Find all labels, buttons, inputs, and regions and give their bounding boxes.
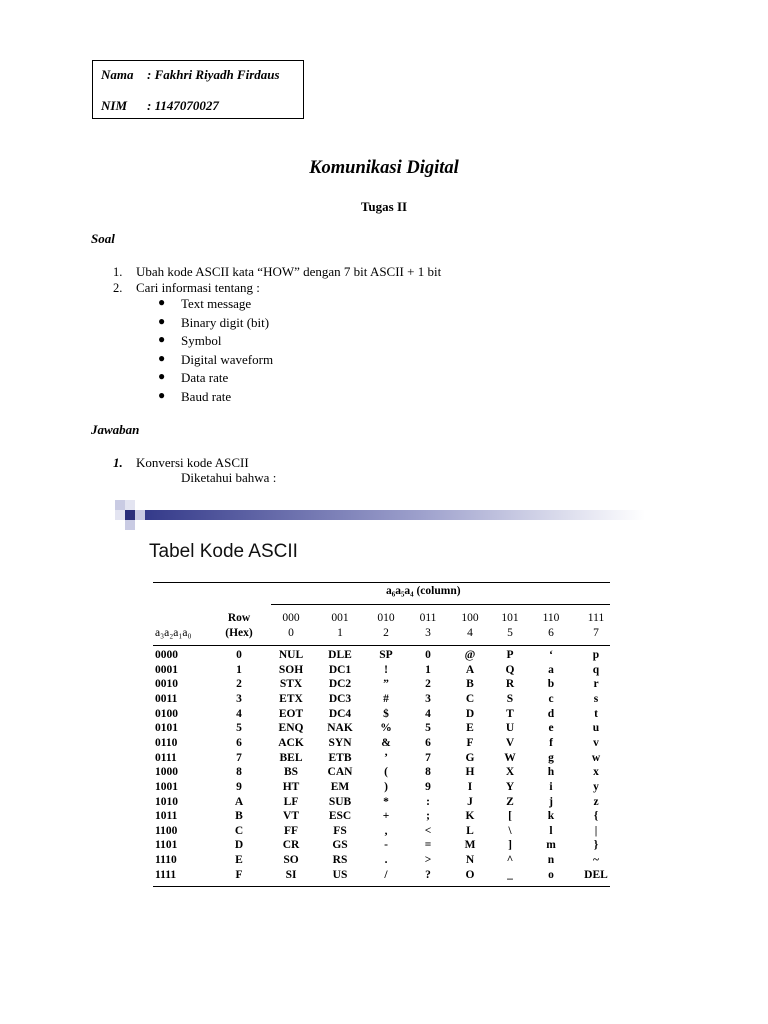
column-group-rule (271, 604, 610, 605)
document-title: Komunikasi Digital (309, 158, 459, 178)
ascii-cell: SUB (328, 795, 352, 808)
ascii-cell: F (466, 736, 474, 749)
ascii-cell: s (593, 692, 599, 705)
soal-heading: Soal (91, 231, 115, 246)
ascii-cell: l (549, 824, 553, 837)
soal-item-2 (113, 280, 122, 296)
ascii-cell: g (548, 751, 554, 764)
ascii-cell: w (591, 751, 601, 764)
column-header-bits: 011 (419, 612, 437, 624)
ascii-cell: _ (507, 868, 513, 881)
ascii-cell: ? (425, 868, 431, 881)
row-bits: 0101 (155, 722, 178, 735)
ascii-cell: X (505, 766, 515, 779)
student-info-box (92, 60, 304, 119)
row-hex: 9 (236, 780, 242, 793)
bullet-dot: ● (158, 350, 166, 365)
ascii-cell: D (465, 707, 475, 720)
ascii-cell: U (505, 722, 515, 735)
column-header-hex: 2 (383, 627, 389, 639)
ascii-cell: 4 (425, 707, 431, 720)
ascii-cell: V (505, 736, 515, 749)
nim-label: NIM (101, 98, 128, 113)
ascii-cell: O (465, 868, 475, 881)
ascii-table (153, 582, 610, 888)
ascii-cell: ; (426, 810, 430, 823)
ascii-cell: ENQ (278, 722, 304, 735)
ascii-cell: 7 (425, 751, 431, 764)
ascii-cell: DLE (328, 649, 352, 661)
column-header-hex: 6 (548, 627, 554, 639)
row-hex: E (235, 854, 243, 867)
ascii-cell: z (593, 795, 599, 808)
ascii-cell: . (384, 854, 388, 867)
ascii-cell: % (380, 722, 392, 735)
column-header-bits: 001 (331, 612, 349, 624)
row-hex: 0 (236, 649, 242, 661)
ascii-cell: / (384, 868, 388, 881)
ascii-cell: e (548, 722, 554, 735)
name-value: : Fakhri Riyadh Firdaus (147, 67, 280, 82)
ascii-cell: B (466, 678, 474, 691)
soal-bullet-item: Baud rate (181, 389, 232, 404)
row-hex: A (234, 795, 244, 808)
ascii-cell: ( (384, 766, 388, 779)
ascii-cell: q (592, 663, 600, 676)
column-header-hex: 1 (337, 627, 343, 639)
ascii-cell: SOH (278, 663, 304, 676)
ascii-cell: : (426, 795, 430, 808)
column-header-hex: 7 (593, 627, 599, 639)
row-hex: C (234, 824, 244, 837)
row-bits: 0111 (155, 751, 177, 764)
ascii-cell: 5 (425, 722, 431, 735)
bullet-dot: ● (158, 388, 166, 402)
ascii-cell: M (464, 839, 476, 852)
ascii-cell: + (382, 810, 390, 823)
ascii-cell: Y (505, 780, 515, 793)
ascii-cell: a (548, 663, 554, 676)
ascii-cell: { (593, 810, 599, 823)
bullet-dot: ● (158, 332, 166, 347)
ascii-cell: $ (383, 707, 389, 720)
row-hex: 6 (236, 736, 242, 749)
ascii-cell: ‘ (549, 649, 553, 661)
ascii-cell: N (465, 854, 475, 867)
ascii-cell: BEL (279, 751, 303, 764)
header-rule (153, 645, 610, 646)
soal-item-1 (113, 264, 122, 280)
nim-value: : 1147070027 (147, 98, 219, 113)
document-subtitle: Tugas II (360, 199, 408, 214)
jawaban-item-sub: Diketahui bahwa : (181, 470, 277, 485)
column-header-hex: 3 (425, 627, 431, 639)
column-header-bits: 100 (461, 612, 479, 624)
slide-decoration-bar (115, 500, 645, 530)
ascii-cell: 3 (425, 692, 431, 705)
column-header-bits: 110 (542, 612, 560, 624)
ascii-cell: ACK (278, 736, 304, 749)
ascii-table-title: Tabel Kode ASCII (149, 541, 298, 562)
soal-bullet-item: Binary digit (bit) (181, 314, 270, 330)
ascii-cell: T (506, 707, 514, 720)
ascii-cell: J (467, 795, 473, 808)
ascii-cell: c (548, 692, 554, 705)
soal-item-1-text: Ubah kode ASCII kata “HOW” dengan 7 bit ASCII + 1 bit (136, 264, 442, 279)
row-bits: 0100 (155, 707, 178, 720)
column-header-bits: 010 (377, 612, 395, 624)
ascii-cell: | (594, 824, 598, 837)
ascii-cell: ~ (593, 854, 599, 867)
jawaban-item-text: Konversi kode ASCII (136, 455, 249, 470)
ascii-cell: BS (283, 766, 299, 779)
ascii-cell: ! (384, 663, 388, 676)
ascii-cell: p (592, 649, 600, 661)
table-bottom-rule (153, 886, 610, 887)
ascii-cell: j (549, 795, 553, 808)
ascii-cell: , (384, 824, 388, 837)
column-header-bits: 111 (587, 612, 605, 624)
row-bits: 0110 (155, 736, 178, 749)
row-bits: 0001 (155, 663, 178, 676)
ascii-cell: P (506, 649, 514, 661)
ascii-cell: 2 (425, 678, 431, 691)
ascii-cell: SP (379, 649, 393, 661)
ascii-cell: E (466, 722, 474, 735)
column-header-hex: 4 (467, 627, 473, 639)
ascii-cell: DC4 (328, 707, 352, 720)
ascii-cell: STX (279, 678, 303, 691)
ascii-cell: i (549, 780, 553, 793)
ascii-cell: o (548, 868, 554, 881)
ascii-cell: 6 (425, 736, 431, 749)
ascii-cell: C (465, 692, 475, 705)
ascii-cell: US (332, 868, 348, 881)
ascii-cell: DC3 (328, 692, 352, 705)
ascii-cell: K (465, 810, 475, 823)
ascii-cell: NUL (278, 649, 304, 661)
ascii-cell: GS (332, 839, 348, 852)
soal-item-2-text: Cari informasi tentang : (136, 280, 260, 295)
ascii-cell: ] (508, 839, 512, 852)
row-hex: 7 (236, 751, 242, 764)
ascii-cell: SYN (328, 736, 352, 749)
row-hex: B (235, 810, 243, 823)
ascii-cell: LF (283, 795, 299, 808)
bullet-dot: ● (158, 295, 166, 309)
ascii-cell: S (506, 692, 514, 705)
ascii-cell: v (593, 736, 599, 749)
ascii-cell: EM (330, 780, 350, 793)
ascii-cell: 1 (425, 663, 431, 676)
ascii-cell: } (593, 839, 599, 852)
ascii-cell: CR (282, 839, 300, 852)
ascii-cell: b (547, 678, 555, 691)
ascii-cell: HT (282, 780, 300, 793)
ascii-cell: ’ (384, 751, 388, 764)
ascii-cell: ” (383, 678, 389, 691)
ascii-cell: t (594, 707, 598, 720)
ascii-cell: DEL (584, 868, 608, 881)
ascii-cell: DC2 (328, 678, 352, 691)
ascii-cell: FF (283, 824, 299, 837)
soal-bullet-item: Symbol (181, 333, 222, 349)
soal-bullet-item: Data rate (181, 370, 229, 386)
ascii-cell: ESC (328, 810, 352, 823)
ascii-cell: SO (283, 854, 299, 867)
row-bits: 1000 (155, 766, 178, 779)
row-bits: 0011 (155, 692, 178, 705)
ascii-cell: A (465, 663, 475, 676)
column-header-bits: 101 (501, 612, 519, 624)
student-name-line (101, 67, 280, 83)
ascii-cell: 0 (425, 649, 431, 661)
ascii-cell: # (383, 692, 389, 705)
row-bits: 0010 (155, 678, 178, 691)
ascii-cell: \ (508, 824, 512, 837)
ascii-cell: EOT (278, 707, 304, 720)
jawaban-item-num: 1. (113, 455, 123, 470)
row-bits: 1111 (155, 868, 177, 881)
ascii-cell: 9 (425, 780, 431, 793)
ascii-cell: > (424, 854, 432, 867)
ascii-cell: RS (332, 854, 348, 867)
ascii-cell: n (547, 854, 555, 867)
ascii-cell: d (547, 707, 555, 720)
row-bits: 1010 (155, 795, 178, 808)
ascii-cell: ^ (506, 854, 514, 867)
column-group-label: a₆a₅a₄ (column) (386, 585, 461, 597)
ascii-cell: & (381, 736, 391, 749)
ascii-cell: @ (464, 649, 476, 661)
soal-item-2-num: 2. (113, 281, 123, 295)
ascii-cell: f (549, 736, 553, 749)
row-bits: 1001 (155, 780, 178, 793)
ascii-cell: Q (505, 663, 515, 676)
ascii-cell: W (504, 751, 516, 764)
row-bits: 1101 (155, 839, 178, 852)
column-header-bits: 000 (282, 612, 300, 624)
ascii-cell: VT (283, 810, 299, 823)
row-bits: 1110 (155, 854, 177, 867)
row-hex: F (235, 868, 243, 881)
ascii-cell: [ (508, 810, 512, 823)
jawaban-heading: Jawaban (91, 422, 140, 437)
column-header-hex: 0 (288, 627, 294, 639)
ascii-cell: H (465, 766, 475, 779)
bullet-dot: ● (158, 369, 166, 384)
column-header-hex: 5 (507, 627, 513, 639)
soal-bullet-item: Text message (181, 296, 252, 311)
ascii-cell: y (593, 780, 599, 793)
row-hex: 2 (236, 678, 242, 691)
ascii-cell: r (593, 678, 599, 691)
ascii-cell: * (383, 795, 389, 808)
ascii-cell: CAN (327, 766, 353, 779)
ascii-cell: R (505, 678, 515, 691)
bullet-dot: ● (158, 313, 166, 328)
ascii-cell: ) (384, 780, 388, 793)
ascii-cell: G (465, 751, 475, 764)
ascii-cell: m (546, 839, 556, 852)
row-hex: D (234, 839, 244, 852)
ascii-cell: = (424, 839, 432, 852)
row-bits: 1011 (155, 810, 178, 823)
ascii-cell: Z (506, 795, 514, 808)
row-bits: 0000 (155, 649, 178, 661)
ascii-cell: ETB (328, 751, 352, 764)
ascii-cell: x (593, 766, 599, 779)
row-hex: 1 (236, 663, 242, 676)
row-header-bits: a₃a₂a₁a₀ (155, 627, 192, 639)
row-header-label: Row (227, 612, 251, 624)
ascii-cell: k (547, 810, 555, 823)
ascii-cell: L (466, 824, 474, 837)
ascii-cell: I (467, 780, 473, 793)
name-label: Nama (101, 67, 134, 82)
table-top-rule (153, 582, 610, 583)
row-header-hex: (Hex) (225, 627, 253, 639)
row-hex: 8 (236, 766, 242, 779)
ascii-cell: 8 (425, 766, 431, 779)
ascii-cell: h (547, 766, 555, 779)
ascii-cell: SI (285, 868, 297, 881)
soal-item-1-num: 1. (113, 265, 123, 279)
row-hex: 3 (236, 692, 242, 705)
student-nim-line (101, 98, 219, 114)
ascii-cell: < (424, 824, 432, 837)
soal-bullet-item: Digital waveform (181, 351, 274, 367)
ascii-cell: DC1 (328, 663, 352, 676)
ascii-cell: NAK (327, 722, 353, 735)
row-hex: 5 (236, 722, 242, 735)
ascii-cell: ETX (279, 692, 303, 705)
row-hex: 4 (236, 707, 242, 720)
ascii-cell: u (592, 722, 600, 735)
row-bits: 1100 (155, 824, 178, 837)
ascii-cell: FS (333, 824, 347, 837)
ascii-cell: - (384, 839, 388, 852)
